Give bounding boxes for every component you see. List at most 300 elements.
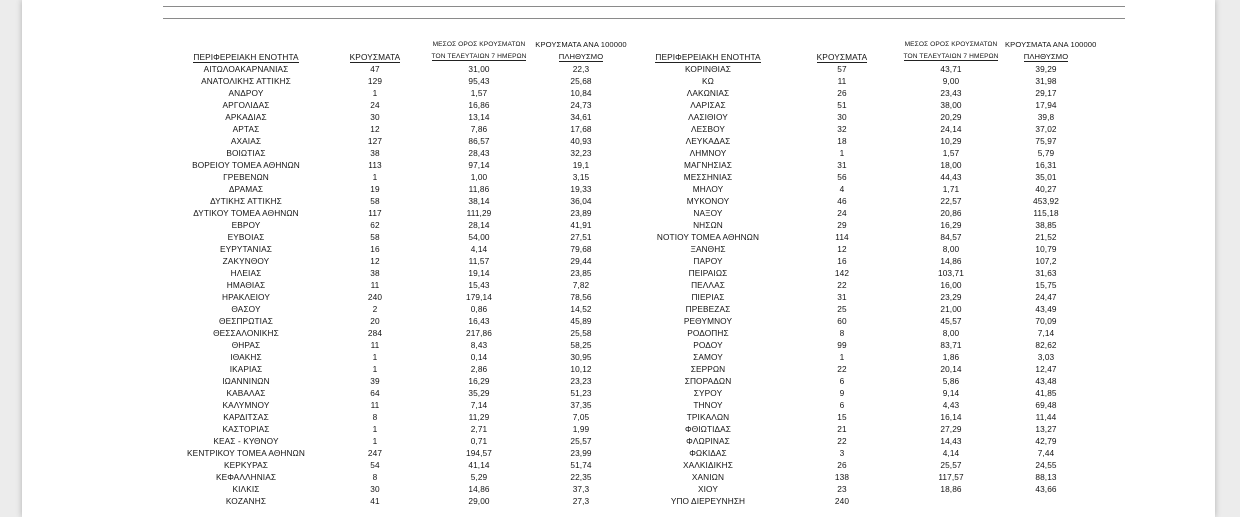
table-row xyxy=(167,387,1087,399)
cases-left-cell: 20 xyxy=(370,316,380,326)
region-right-cell: ΠΑΡΟΥ xyxy=(693,256,723,266)
cases-right-cell: 24 xyxy=(837,208,847,218)
per100k-left-cell: 79,68 xyxy=(570,244,592,254)
avg-right-cell: 117,57 xyxy=(938,472,964,482)
region-right-cell: ΞΑΝΘΗΣ xyxy=(690,244,726,254)
cases-right-cell: 22 xyxy=(837,364,847,374)
avg-left-cell: 2,71 xyxy=(470,424,488,434)
cases-right-cell: 31 xyxy=(837,160,847,170)
cases-right-cell: 60 xyxy=(837,316,847,326)
cases-right-cell: 26 xyxy=(837,460,847,470)
avg-left-cell: 35,29 xyxy=(468,388,490,398)
per100k-right-cell: 38,85 xyxy=(1035,220,1057,230)
table-row xyxy=(167,63,1087,75)
avg-left-cell: 29,00 xyxy=(468,496,490,506)
region-left-cell: ΙΩΑΝΝΙΝΩΝ xyxy=(222,376,270,386)
cases-right-cell: 99 xyxy=(837,340,847,350)
region-right-cell: ΣΑΜΟΥ xyxy=(693,352,723,362)
per100k-left-cell: 17,68 xyxy=(570,124,592,134)
region-right-cell: ΡΟΔΟΠΗΣ xyxy=(687,328,729,338)
region-right-cell: ΠΕΛΛΑΣ xyxy=(691,280,725,290)
region-left-cell: ΗΡΑΚΛΕΙΟΥ xyxy=(222,292,270,302)
table-row xyxy=(167,111,1087,123)
per100k-left-cell: 78,56 xyxy=(570,292,592,302)
region-right-cell: ΡΟΔΟΥ xyxy=(693,340,723,350)
avg-right-cell: 1,57 xyxy=(942,148,960,158)
second-rule xyxy=(163,18,1125,19)
cases-right-cell: 6 xyxy=(839,376,845,386)
table-row xyxy=(167,183,1087,195)
avg-left-cell: 13,14 xyxy=(468,112,490,122)
document-page xyxy=(22,0,1215,517)
per100k-left-cell: 41,91 xyxy=(570,220,592,230)
per100k-left-cell: 22,35 xyxy=(570,472,592,482)
header-avg-right: ΜΕΣΟΣ ΟΡΟΣ ΚΡΟΥΣΜΑΤΩΝ ΤΟΝ ΤΕΛΕΥΤΑΙΩΝ 7 ΗΜΕΡΩΝ xyxy=(903,41,999,60)
per100k-right-cell: 15,75 xyxy=(1035,280,1057,290)
cases-left-cell: 1 xyxy=(372,436,378,446)
table-row xyxy=(167,207,1087,219)
region-right-cell: ΛΑΚΩΝΙΑΣ xyxy=(686,88,730,98)
per100k-right-cell: 43,49 xyxy=(1035,304,1057,314)
region-left-cell: ΘΗΡΑΣ xyxy=(231,340,261,350)
per100k-right-cell: 12,47 xyxy=(1035,364,1057,374)
table-row xyxy=(167,267,1087,279)
cases-right-cell: 23 xyxy=(837,484,847,494)
table-row xyxy=(167,399,1087,411)
cases-left-cell: 11 xyxy=(370,400,380,410)
region-right-cell: ΧΙΟΥ xyxy=(698,484,718,494)
cases-right-cell: 8 xyxy=(839,328,845,338)
avg-left-cell: 15,43 xyxy=(468,280,490,290)
cases-right-cell: 16 xyxy=(837,256,847,266)
avg-right-cell: 20,86 xyxy=(940,208,962,218)
per100k-left-cell: 19,1 xyxy=(572,160,590,170)
table-row xyxy=(167,459,1087,471)
avg-left-cell: 0,14 xyxy=(470,352,488,362)
table-row xyxy=(167,243,1087,255)
cases-left-cell: 1 xyxy=(372,172,378,182)
cases-right-cell: 1 xyxy=(839,148,845,158)
avg-left-cell: 8,43 xyxy=(470,340,488,350)
region-right-cell: ΥΠΟ ΔΙΕΡΕΥΝΗΣΗ xyxy=(670,496,746,506)
avg-right-cell: 22,57 xyxy=(940,196,962,206)
avg-right-cell: 103,71 xyxy=(938,268,964,278)
per100k-left-cell: 23,85 xyxy=(570,268,592,278)
cases-left-cell: 240 xyxy=(367,292,383,302)
table-row xyxy=(167,147,1087,159)
cases-right-cell: 9 xyxy=(839,388,845,398)
avg-left-cell: 7,14 xyxy=(470,400,488,410)
table-row xyxy=(167,423,1087,435)
table-row xyxy=(167,87,1087,99)
avg-right-cell: 84,57 xyxy=(940,232,962,242)
region-right-cell: ΧΑΝΙΩΝ xyxy=(691,472,725,482)
avg-right-cell xyxy=(897,495,1005,507)
avg-right-cell: 14,43 xyxy=(940,436,962,446)
region-right-cell: ΤΡΙΚΑΛΩΝ xyxy=(686,412,730,422)
region-right-cell: ΣΕΡΡΩΝ xyxy=(690,364,726,374)
cases-left-cell: 11 xyxy=(370,280,380,290)
cases-right-cell: 4 xyxy=(839,184,845,194)
avg-left-cell: 5,29 xyxy=(470,472,488,482)
cases-left-cell: 30 xyxy=(370,112,380,122)
region-right-cell: ΛΑΡΙΣΑΣ xyxy=(690,100,726,110)
cases-right-cell: 22 xyxy=(837,280,847,290)
region-right-cell: ΠΙΕΡΙΑΣ xyxy=(691,292,725,302)
table-row xyxy=(167,315,1087,327)
region-left-cell: ΒΟΙΩΤΙΑΣ xyxy=(226,148,266,158)
avg-left-cell: 95,43 xyxy=(468,76,490,86)
cases-right-cell: 46 xyxy=(837,196,847,206)
table-row xyxy=(167,435,1087,447)
header-per100k-left: ΚΡΟΥΣΜΑΤΑ ΑΝΑ 100000 ΠΛΗΘΥΣΜΟ xyxy=(535,40,627,61)
region-left-cell: ΑΝΔΡΟΥ xyxy=(228,88,264,98)
table-row xyxy=(167,363,1087,375)
cases-left-cell: 16 xyxy=(370,244,380,254)
region-right-cell: ΦΘΙΩΤΙΔΑΣ xyxy=(684,424,732,434)
avg-left-cell: 16,86 xyxy=(468,100,490,110)
per100k-right-cell: 29,17 xyxy=(1035,88,1057,98)
region-left-cell: ΖΑΚΥΝΘΟΥ xyxy=(222,256,270,266)
region-left-cell: ΚΑΒΑΛΑΣ xyxy=(226,388,266,398)
per100k-left-cell: 37,3 xyxy=(572,484,590,494)
cases-right-cell: 12 xyxy=(837,244,847,254)
avg-left-cell: 16,29 xyxy=(468,376,490,386)
cases-right-cell: 51 xyxy=(837,100,847,110)
table-row xyxy=(167,303,1087,315)
per100k-right-cell: 24,47 xyxy=(1035,292,1057,302)
avg-left-cell: 179,14 xyxy=(466,292,492,302)
region-right-cell: ΜΑΓΝΗΣΙΑΣ xyxy=(684,160,732,170)
per100k-right-cell: 35,01 xyxy=(1035,172,1057,182)
per100k-right-cell: 107,2 xyxy=(1035,256,1057,266)
avg-left-cell: 11,86 xyxy=(468,184,490,194)
cases-left-cell: 1 xyxy=(372,424,378,434)
region-right-cell: ΡΕΘΥΜΝΟΥ xyxy=(683,316,733,326)
cases-right-cell: 6 xyxy=(839,400,845,410)
cases-right-cell: 15 xyxy=(837,412,847,422)
per100k-right-cell xyxy=(1005,495,1087,507)
cases-left-cell: 1 xyxy=(372,352,378,362)
per100k-left-cell: 25,58 xyxy=(570,328,592,338)
region-left-cell: ΗΜΑΘΙΑΣ xyxy=(226,280,266,290)
region-left-cell: ΚΕΑΣ - ΚΥΘΝΟΥ xyxy=(213,436,279,446)
per100k-left-cell: 36,04 xyxy=(570,196,592,206)
cases-right-cell: 22 xyxy=(837,436,847,446)
avg-right-cell: 44,43 xyxy=(940,172,962,182)
per100k-left-cell: 23,23 xyxy=(570,376,592,386)
avg-right-cell: 5,86 xyxy=(942,376,960,386)
per100k-right-cell: 41,85 xyxy=(1035,388,1057,398)
region-right-cell: ΜΗΛΟΥ xyxy=(692,184,724,194)
per100k-left-cell: 27,51 xyxy=(570,232,592,242)
cases-right-cell: 25 xyxy=(837,304,847,314)
per100k-right-cell: 70,09 xyxy=(1035,316,1057,326)
region-left-cell: ΑΡΤΑΣ xyxy=(232,124,260,134)
per100k-right-cell: 43,48 xyxy=(1035,376,1057,386)
table-row xyxy=(167,255,1087,267)
region-left-cell: ΑΧΑΙΑΣ xyxy=(230,136,262,146)
avg-left-cell: 31,00 xyxy=(468,64,490,74)
per100k-left-cell: 40,93 xyxy=(570,136,592,146)
per100k-right-cell: 11,44 xyxy=(1035,412,1057,422)
avg-right-cell: 16,29 xyxy=(940,220,962,230)
per100k-right-cell: 39,29 xyxy=(1035,64,1057,74)
per100k-left-cell: 45,89 xyxy=(570,316,592,326)
per100k-left-cell: 23,89 xyxy=(570,208,592,218)
cases-left-cell: 2 xyxy=(372,304,378,314)
cases-left-cell: 64 xyxy=(370,388,380,398)
avg-right-cell: 20,14 xyxy=(940,364,962,374)
table-row xyxy=(167,351,1087,363)
region-right-cell: ΛΕΣΒΟΥ xyxy=(690,124,726,134)
cases-left-cell: 38 xyxy=(370,268,380,278)
cases-right-cell: 26 xyxy=(837,88,847,98)
cases-left-cell: 38 xyxy=(370,148,380,158)
region-left-cell: ΘΕΣΠΡΩΤΙΑΣ xyxy=(219,316,273,326)
region-right-cell: ΠΕΙΡΑΙΩΣ xyxy=(688,268,728,278)
per100k-left-cell: 19,33 xyxy=(570,184,592,194)
per100k-right-cell: 115,18 xyxy=(1033,208,1059,218)
cases-left-cell: 62 xyxy=(370,220,380,230)
region-left-cell: ΔΡΑΜΑΣ xyxy=(228,184,264,194)
avg-left-cell: 2,86 xyxy=(470,364,488,374)
region-right-cell: ΧΑΛΚΙΔΙΚΗΣ xyxy=(683,460,733,470)
region-right-cell: ΜΕΣΣΗΝΙΑΣ xyxy=(683,172,733,182)
per100k-right-cell: 3,03 xyxy=(1037,352,1055,362)
region-left-cell: ΒΟΡΕΙΟΥ ΤΟΜΕΑ ΑΘΗΝΩΝ xyxy=(192,160,300,170)
region-right-cell: ΝΗΣΩΝ xyxy=(693,220,723,230)
cases-left-cell: 54 xyxy=(370,460,380,470)
region-right-cell: ΛΗΜΝΟΥ xyxy=(689,148,727,158)
per100k-right-cell: 37,02 xyxy=(1035,124,1057,134)
table-row xyxy=(167,159,1087,171)
per100k-left-cell: 23,99 xyxy=(570,448,592,458)
region-right-cell: ΚΟΡΙΝΘΙΑΣ xyxy=(685,64,731,74)
cases-right-cell: 18 xyxy=(837,136,847,146)
avg-left-cell: 217,86 xyxy=(466,328,492,338)
per100k-right-cell: 75,97 xyxy=(1035,136,1057,146)
avg-left-cell: 97,14 xyxy=(468,160,490,170)
cases-left-cell: 30 xyxy=(370,484,380,494)
avg-right-cell: 25,57 xyxy=(940,460,962,470)
cases-left-cell: 117 xyxy=(368,208,382,218)
region-right-cell: ΛΕΥΚΑΔΑΣ xyxy=(685,136,731,146)
cases-right-cell: 138 xyxy=(834,472,850,482)
cases-left-cell: 8 xyxy=(372,472,378,482)
cases-left-cell: 1 xyxy=(372,364,378,374)
avg-right-cell: 4,43 xyxy=(942,400,960,410)
table-row xyxy=(167,219,1087,231)
table-row xyxy=(167,195,1087,207)
cases-right-cell: 30 xyxy=(837,112,847,122)
region-right-cell: ΛΑΣΙΘΙΟΥ xyxy=(688,112,728,122)
table-row xyxy=(167,375,1087,387)
table-row xyxy=(167,411,1087,423)
table-row xyxy=(167,231,1087,243)
avg-right-cell: 16,14 xyxy=(940,412,962,422)
per100k-right-cell: 16,31 xyxy=(1035,160,1057,170)
region-left-cell: ΚΙΛΚΙΣ xyxy=(232,484,260,494)
cases-right-cell: 3 xyxy=(839,448,845,458)
per100k-right-cell: 39,8 xyxy=(1037,112,1055,122)
per100k-left-cell: 27,3 xyxy=(572,496,590,506)
cases-left-cell: 47 xyxy=(370,64,380,74)
cases-left-cell: 129 xyxy=(367,76,383,86)
region-right-cell: ΦΛΩΡΙΝΑΣ xyxy=(686,436,730,446)
per100k-right-cell: 13,27 xyxy=(1035,424,1057,434)
cases-left-cell: 11 xyxy=(370,340,380,350)
avg-right-cell: 8,00 xyxy=(942,328,960,338)
cases-table xyxy=(167,39,1097,507)
per100k-left-cell: 37,35 xyxy=(570,400,592,410)
avg-right-cell: 38,00 xyxy=(940,100,962,110)
avg-right-cell: 18,00 xyxy=(940,160,962,170)
table-row xyxy=(167,123,1087,135)
avg-left-cell: 86,57 xyxy=(468,136,490,146)
cases-right-cell: 1 xyxy=(839,352,845,362)
per100k-left-cell: 10,84 xyxy=(570,88,592,98)
per100k-left-cell: 14,52 xyxy=(570,304,592,314)
per100k-left-cell: 58,25 xyxy=(570,340,592,350)
per100k-right-cell: 5,79 xyxy=(1037,148,1055,158)
avg-left-cell: 0,86 xyxy=(470,304,488,314)
per100k-right-cell: 42,79 xyxy=(1035,436,1057,446)
region-right-cell: ΣΥΡΟΥ xyxy=(693,388,723,398)
per100k-left-cell: 3,15 xyxy=(572,172,590,182)
per100k-right-cell: 88,13 xyxy=(1035,472,1057,482)
avg-right-cell: 45,57 xyxy=(940,316,962,326)
cases-right-cell: 142 xyxy=(834,268,850,278)
region-left-cell: ΚΕΡΚΥΡΑΣ xyxy=(223,460,269,470)
avg-left-cell: 0,71 xyxy=(470,436,488,446)
cases-right-cell: 32 xyxy=(837,124,847,134)
cases-left-cell: 19 xyxy=(370,184,380,194)
table-row xyxy=(167,171,1087,183)
avg-right-cell: 27,29 xyxy=(940,424,962,434)
region-right-cell: ΝΑΞΟΥ xyxy=(693,208,723,218)
region-right-cell: ΣΠΟΡΑΔΩΝ xyxy=(684,376,732,386)
per100k-left-cell: 24,73 xyxy=(570,100,592,110)
per100k-right-cell: 17,94 xyxy=(1035,100,1057,110)
per100k-left-cell: 32,23 xyxy=(570,148,592,158)
cases-right-cell: 11 xyxy=(837,76,847,86)
region-left-cell: ΓΡΕΒΕΝΩΝ xyxy=(223,172,269,182)
region-left-cell: ΕΥΡΥΤΑΝΙΑΣ xyxy=(219,244,273,254)
cases-left-cell: 127 xyxy=(367,136,383,146)
per100k-left-cell: 7,05 xyxy=(572,412,590,422)
avg-right-cell: 24,14 xyxy=(940,124,962,134)
cases-left-cell: 58 xyxy=(370,196,380,206)
region-right-cell: ΚΩ xyxy=(702,76,714,86)
avg-left-cell: 1,00 xyxy=(470,172,488,182)
avg-left-cell: 1,57 xyxy=(470,88,488,98)
table-row xyxy=(167,99,1087,111)
per100k-right-cell: 69,48 xyxy=(1035,400,1057,410)
per100k-left-cell: 34,61 xyxy=(570,112,592,122)
avg-right-cell: 23,29 xyxy=(940,292,962,302)
avg-right-cell: 83,71 xyxy=(940,340,962,350)
region-left-cell: ΚΑΛΥΜΝΟΥ xyxy=(222,400,270,410)
per100k-left-cell: 7,82 xyxy=(572,280,590,290)
region-left-cell: ΑΝΑΤΟΛΙΚΗΣ ΑΤΤΙΚΗΣ xyxy=(201,76,291,86)
avg-right-cell: 14,86 xyxy=(940,256,962,266)
cases-left-cell: 247 xyxy=(367,448,383,458)
table-row xyxy=(167,135,1087,147)
cases-right-cell: 240 xyxy=(834,496,850,506)
region-left-cell: ΔΥΤΙΚΗΣ ΑΤΤΙΚΗΣ xyxy=(210,196,282,206)
header-avg-left: ΜΕΣΟΣ ΟΡΟΣ ΚΡΟΥΣΜΑΤΩΝ ΤΟΝ ΤΕΛΕΥΤΑΙΩΝ 7 ΗΜΕΡΩΝ xyxy=(431,41,527,60)
cases-left-cell: 41 xyxy=(370,496,380,506)
region-left-cell: ΚΑΡΔΙΤΣΑΣ xyxy=(223,412,269,422)
region-left-cell: ΑΡΚΑΔΙΑΣ xyxy=(225,112,267,122)
per100k-right-cell: 7,44 xyxy=(1037,448,1055,458)
avg-right-cell: 1,71 xyxy=(942,184,960,194)
top-rule xyxy=(163,6,1125,7)
avg-right-cell: 1,86 xyxy=(942,352,960,362)
avg-right-cell: 23,43 xyxy=(940,88,962,98)
avg-left-cell: 16,43 xyxy=(468,316,490,326)
avg-left-cell: 28,43 xyxy=(468,148,490,158)
avg-right-cell: 18,86 xyxy=(940,484,962,494)
region-left-cell: ΕΒΡΟΥ xyxy=(231,220,261,230)
region-left-cell: ΗΛΕΙΑΣ xyxy=(230,268,262,278)
region-left-cell: ΚΕΦΑΛΛΗΝΙΑΣ xyxy=(215,472,277,482)
per100k-right-cell: 7,14 xyxy=(1037,328,1055,338)
avg-left-cell: 11,57 xyxy=(468,256,490,266)
region-left-cell: ΙΚΑΡΙΑΣ xyxy=(229,364,263,374)
avg-right-cell: 9,00 xyxy=(942,76,960,86)
per100k-right-cell: 10,79 xyxy=(1035,244,1057,254)
avg-left-cell: 11,29 xyxy=(468,412,490,422)
region-right-cell: ΤΗΝΟΥ xyxy=(693,400,723,410)
avg-right-cell: 20,29 xyxy=(940,112,962,122)
avg-left-cell: 41,14 xyxy=(468,460,490,470)
table-header-row xyxy=(167,39,1087,63)
region-right-cell: ΦΩΚΙΔΑΣ xyxy=(689,448,727,458)
cases-left-cell: 8 xyxy=(372,412,378,422)
region-left-cell: ΙΘΑΚΗΣ xyxy=(230,352,262,362)
cases-right-cell: 56 xyxy=(837,172,847,182)
table-body xyxy=(167,63,1087,507)
table-row xyxy=(167,279,1087,291)
header-region-right: ΠΕΡΙΦΕΡΕΙΑΚΗ ΕΝΟΤΗΤΑ xyxy=(655,52,761,62)
per100k-left-cell: 51,23 xyxy=(570,388,592,398)
per100k-right-cell: 43,66 xyxy=(1035,484,1057,494)
region-left-cell: ΚΑΣΤΟΡΙΑΣ xyxy=(222,424,270,434)
avg-left-cell: 4,14 xyxy=(470,244,488,254)
table-row xyxy=(167,483,1087,495)
region-left-cell: ΕΥΒΟΙΑΣ xyxy=(227,232,265,242)
table-row xyxy=(167,291,1087,303)
cases-left-cell: 113 xyxy=(368,160,382,170)
cases-left-cell: 24 xyxy=(370,100,380,110)
table-row xyxy=(167,447,1087,459)
header-cases-right: ΚΡΟΥΣΜΑΤΑ xyxy=(816,52,868,62)
per100k-right-cell: 453,92 xyxy=(1033,196,1059,206)
cases-left-cell: 284 xyxy=(367,328,383,338)
table-row xyxy=(167,495,1087,507)
per100k-left-cell: 29,44 xyxy=(570,256,592,266)
avg-left-cell: 14,86 xyxy=(468,484,490,494)
cases-right-cell: 114 xyxy=(835,232,849,242)
avg-left-cell: 194,57 xyxy=(466,448,492,458)
avg-right-cell: 43,71 xyxy=(940,64,962,74)
header-per100k-right: ΚΡΟΥΣΜΑΤΑ ΑΝΑ 100000 ΠΛΗΘΥΣΜΟ xyxy=(1005,40,1097,61)
region-left-cell: ΘΑΣΟΥ xyxy=(231,304,261,314)
region-left-cell: ΑΡΓΟΛΙΔΑΣ xyxy=(222,100,270,110)
header-cases-left: ΚΡΟΥΣΜΑΤΑ xyxy=(349,52,401,62)
